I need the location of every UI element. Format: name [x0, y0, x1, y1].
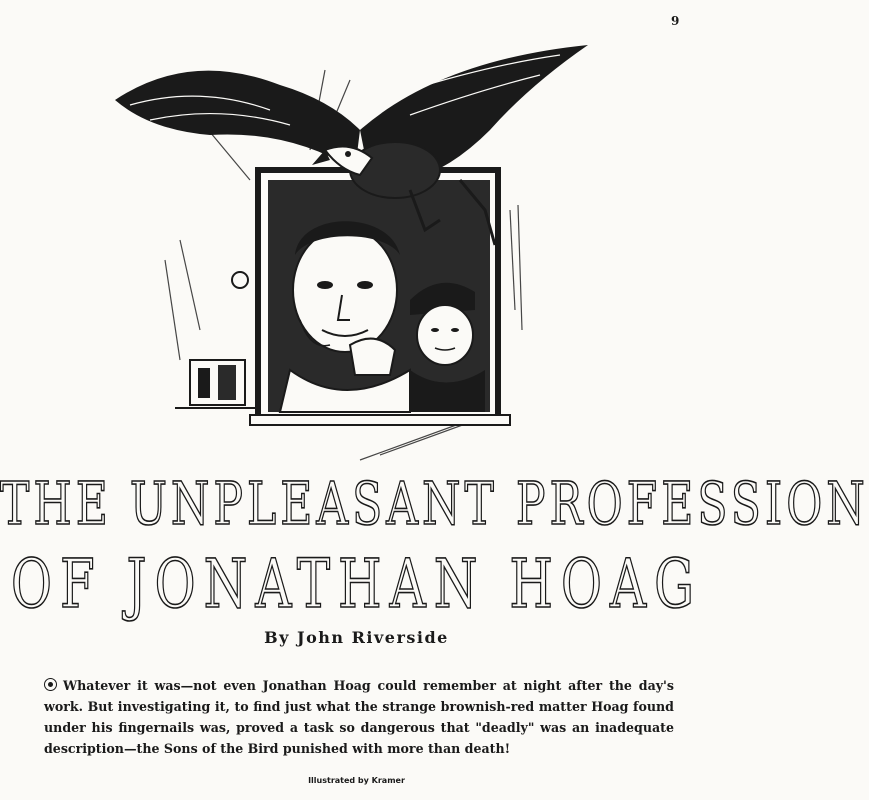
story-title-line-2: OF JONATHAN HOAG [10, 545, 703, 624]
blurb-text: Whatever it was—not even Jonathan Hoag could remember at night after the day's work. But investigating it, to find just what the strange brownish-red matter Hoag found under his fingernails was, proved a task so dangerous that "deadly" was an inadequate description—the Sons of the Bird punished with more than death! [44, 678, 674, 756]
story-title-line-1: THE UNPLEASANT PROFESSION [0, 470, 869, 539]
story-blurb [44, 675, 674, 759]
story-illustration [110, 30, 590, 470]
byline: By John Riverside [264, 628, 449, 647]
shelf-jars [175, 272, 255, 408]
circle-dot-icon [44, 678, 57, 691]
illustrator-credit: Illustrated by Kramer [308, 776, 405, 785]
page-number: 9 [671, 14, 680, 28]
